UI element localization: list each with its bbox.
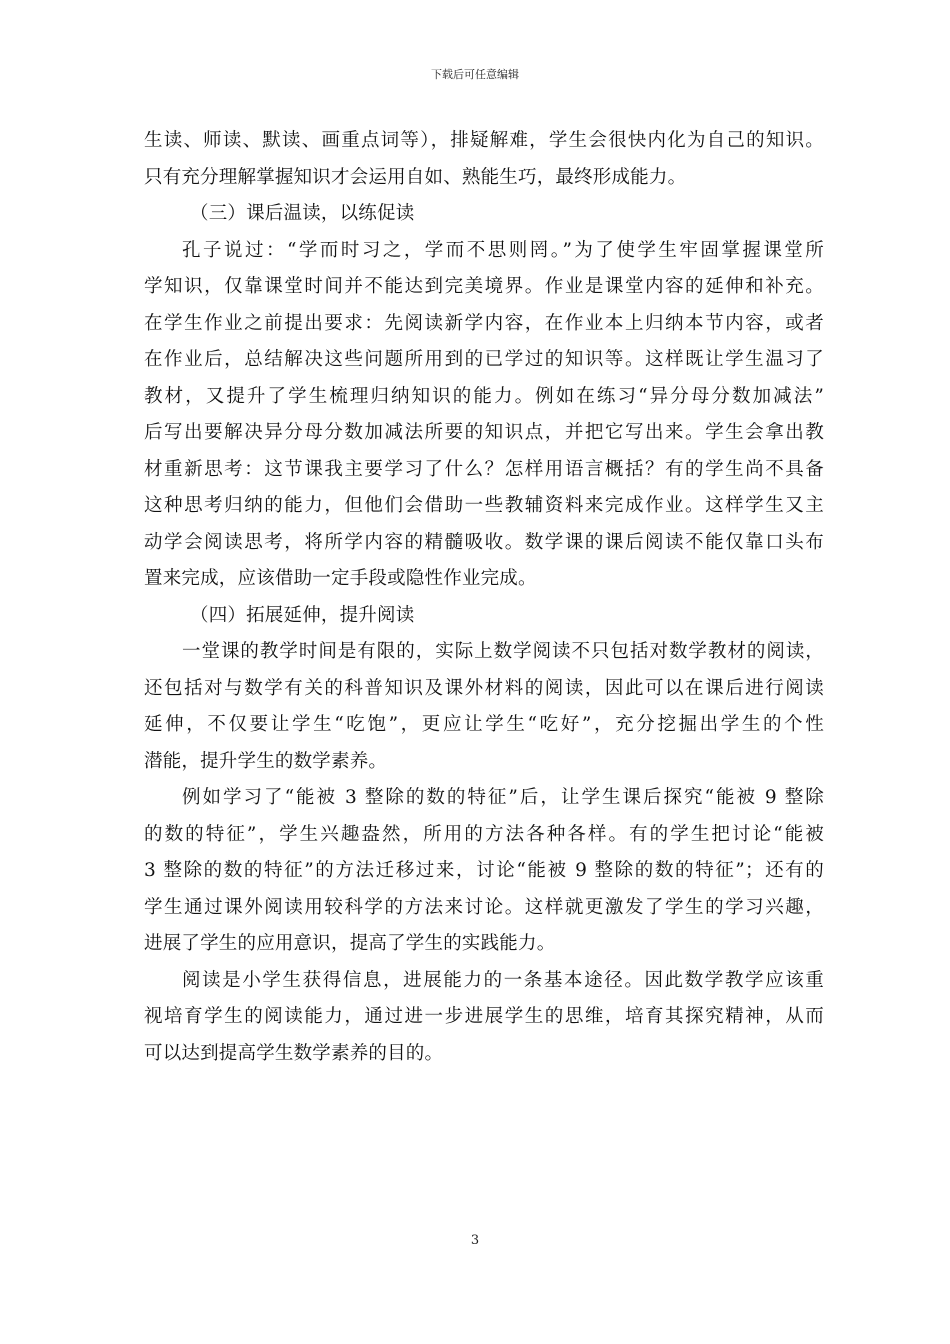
paragraph-line: 延伸，不仅要让学生“吃饱”，更应让学生“吃好”，充分挖掘出学生的个性	[144, 714, 824, 735]
paragraph-line: 后写出要解决异分母分数加减法所要的知识点，并把它写出来。学生会拿出教	[144, 422, 824, 443]
paragraph-line: 例如学习了“能被 3 整除的数的特征”后，让学生课后探究“能被 9 整除	[182, 787, 824, 808]
paragraph-line: 在作业后，总结解决这些问题所用到的已学过的知识等。这样既让学生温习了	[144, 349, 824, 370]
paragraph-line: 动学会阅读思考，将所学内容的精髓吸收。数学课的课后阅读不能仅靠口头布	[144, 531, 824, 553]
paragraph-line: 孔子说过：“学而时习之，学而不思则罔。”为了使学生牢固掌握课堂所	[182, 239, 824, 261]
paragraph-line: 还包括对与数学有关的科普知识及课外材料的阅读，因此可以在课后进行阅读	[144, 677, 824, 699]
paragraph-line: 阅读是小学生获得信息，进展能力的一条基本途径。因此数学教学应该重	[182, 969, 824, 991]
paragraph-line: 可以达到提高学生数学素养的目的。	[144, 1042, 444, 1064]
paragraph-line: 学生通过课外阅读用较科学的方法来讨论。这样就更激发了学生的学习兴趣，	[144, 896, 824, 918]
paragraph-line: 置来完成，应该借助一定手段或隐性作业完成。	[144, 568, 537, 589]
section-heading: （三）课后温读，以练促读	[190, 203, 415, 224]
paragraph-line: 这种思考归纳的能力，但他们会借助一些教辅资料来完成作业。这样学生又主	[144, 495, 824, 516]
paragraph-line: 学知识，仅靠课堂时间并不能达到完美境界。作业是课堂内容的延伸和补充。	[144, 276, 824, 297]
page-header: 下载后可任意编辑	[431, 68, 519, 81]
paragraph-line: 教材，又提升了学生梳理归纳知识的能力。例如在练习“异分母分数加减法”	[144, 385, 824, 407]
section-heading: （四）拓展延伸，提升阅读	[190, 604, 415, 626]
paragraph-line: 3 整除的数的特征”的方法迁移过来，讨论“能被 9 整除的数的特征”；还有的	[144, 860, 824, 881]
page-number: 3	[470, 1233, 480, 1248]
paragraph-line: 只有充分理解掌握知识才会运用自如、熟能生巧，最终形成能力。	[144, 166, 687, 188]
paragraph-line: 一堂课的教学时间是有限的，实际上数学阅读不只包括对数学教材的阅读，	[182, 641, 824, 662]
document-body	[144, 123, 824, 1072]
paragraph-line: 的数的特征”，学生兴趣盎然，所用的方法各种各样。有的学生把讨论“能被	[144, 823, 824, 845]
paragraph-line: 在学生作业之前提出要求：先阅读新学内容，在作业本上归纳本节内容，或者	[144, 312, 824, 334]
paragraph-line: 材重新思考：这节课我主要学习了什么？怎样用语言概括？有的学生尚不具备	[144, 458, 824, 480]
paragraph-line: 视培育学生的阅读能力，通过进一步进展学生的思维，培育其探究精神，从而	[144, 1006, 824, 1027]
paragraph-line: 进展了学生的应用意识，提高了学生的实践能力。	[144, 933, 556, 954]
paragraph-line: 潜能，提升学生的数学素养。	[144, 750, 388, 772]
paragraph-line: 生读、师读、默读、画重点词等），排疑解难，学生会很快内化为自己的知识。	[144, 130, 824, 151]
